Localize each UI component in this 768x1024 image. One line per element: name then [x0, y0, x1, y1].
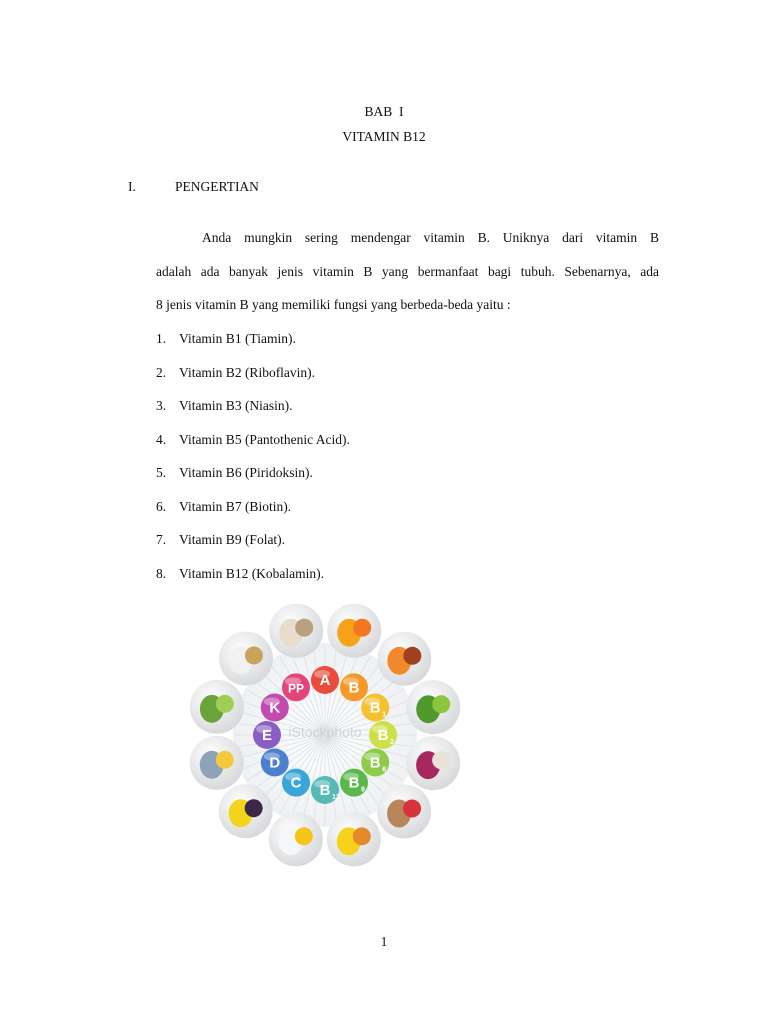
fish-cheese-icon [190, 736, 244, 790]
mushroom-icon [269, 604, 323, 658]
vitamin-badge-label: B [348, 679, 360, 697]
section-title: PENGERTIAN [175, 179, 259, 194]
list-number: 6. [156, 498, 167, 514]
vitamin-badge [340, 769, 368, 797]
lemon-grape-icon [219, 784, 273, 838]
vitamin-badge-label: B [369, 699, 381, 717]
broccoli-icon [406, 680, 460, 734]
vitamin-badge [369, 721, 397, 749]
vitamin-badge-subscript: 12 [332, 794, 340, 801]
vitamin-badge [261, 749, 289, 777]
list-text: Vitamin B6 (Piridoksin). [179, 465, 313, 480]
list-number: 4. [156, 431, 167, 447]
vitamin-wheel-illustration [175, 595, 475, 875]
list-text: Vitamin B3 (Niasin). [179, 398, 293, 413]
list-number: 3. [156, 398, 167, 413]
vitamin-badge-label: E [261, 727, 273, 744]
paragraph-line: Anda mungkin sering mendengar vitamin B. Uniknya dari vitamin B [202, 230, 659, 245]
peas-icon [190, 680, 244, 734]
list-number: 2. [156, 364, 167, 380]
vitamin-badge-subscript: 6 [382, 766, 387, 774]
vitamin-badge-label: A [319, 672, 331, 689]
vitamin-badge [282, 673, 310, 701]
list-text: Vitamin B9 (Folat). [179, 532, 286, 547]
vitamin-badge-subscript: 2 [390, 739, 394, 746]
list-number: 1. [156, 331, 167, 346]
vitamin-badge-label: PP [287, 681, 305, 696]
vitamin-badge [282, 769, 310, 797]
list-text: Vitamin B5 (Pantothenic Acid). [179, 431, 350, 447]
vitamin-badge-subscript: 1 [382, 711, 387, 719]
vitamin-badge-label: B [319, 782, 331, 799]
banana-onion-icon [327, 812, 381, 866]
vitamin-badge [361, 749, 389, 777]
vitamin-badge-label: K [269, 699, 281, 717]
orange-carrot-icon [327, 604, 381, 658]
vitamin-badge [361, 694, 389, 722]
beet-icon [406, 736, 460, 790]
vitamin-badge [253, 721, 281, 749]
watermark-text: iStockphoto [288, 724, 362, 740]
vitamin-badge-label: C [290, 774, 302, 792]
list-text: Vitamin B2 (Riboflavin). [179, 364, 316, 380]
vitamin-badge [311, 666, 339, 694]
milk-egg-icon [269, 812, 323, 866]
vitamin-badge [340, 673, 368, 701]
chapter-title: VITAMIN B12 [342, 129, 426, 144]
vitamin-badge-label: D [269, 754, 281, 772]
tea-cup-icon [219, 631, 273, 685]
list-text: Vitamin B1 (Tiamin). [179, 331, 296, 346]
vitamin-badge-label: B [369, 754, 381, 772]
list-number: 5. [156, 465, 167, 480]
list-text: Vitamin B12 (Kobalamin). [179, 565, 325, 581]
pumpkin-icon [377, 632, 431, 686]
vitamin-badge [261, 694, 289, 722]
section-number: I. [128, 179, 136, 194]
page-number: 1 [380, 934, 388, 949]
paragraph-line: 8 jenis vitamin B yang memiliki fungsi yang berbeda-beda yaitu : [156, 297, 511, 312]
vitamin-badge-label: B [348, 774, 360, 792]
list-number: 8. [156, 565, 167, 581]
paragraph-line: adalah ada banyak jenis vitamin B yang bermanfaat bagi tubuh. Sebenarnya, ada [156, 264, 659, 279]
list-number: 7. [156, 532, 167, 547]
list-text: Vitamin B7 (Biotin). [179, 498, 292, 514]
chapter-number: BAB I [364, 104, 404, 119]
vitamin-badge-subscript: 9 [361, 786, 365, 794]
vitamin-badge-label: B [377, 727, 389, 744]
nut-strawberry-icon [377, 785, 431, 839]
